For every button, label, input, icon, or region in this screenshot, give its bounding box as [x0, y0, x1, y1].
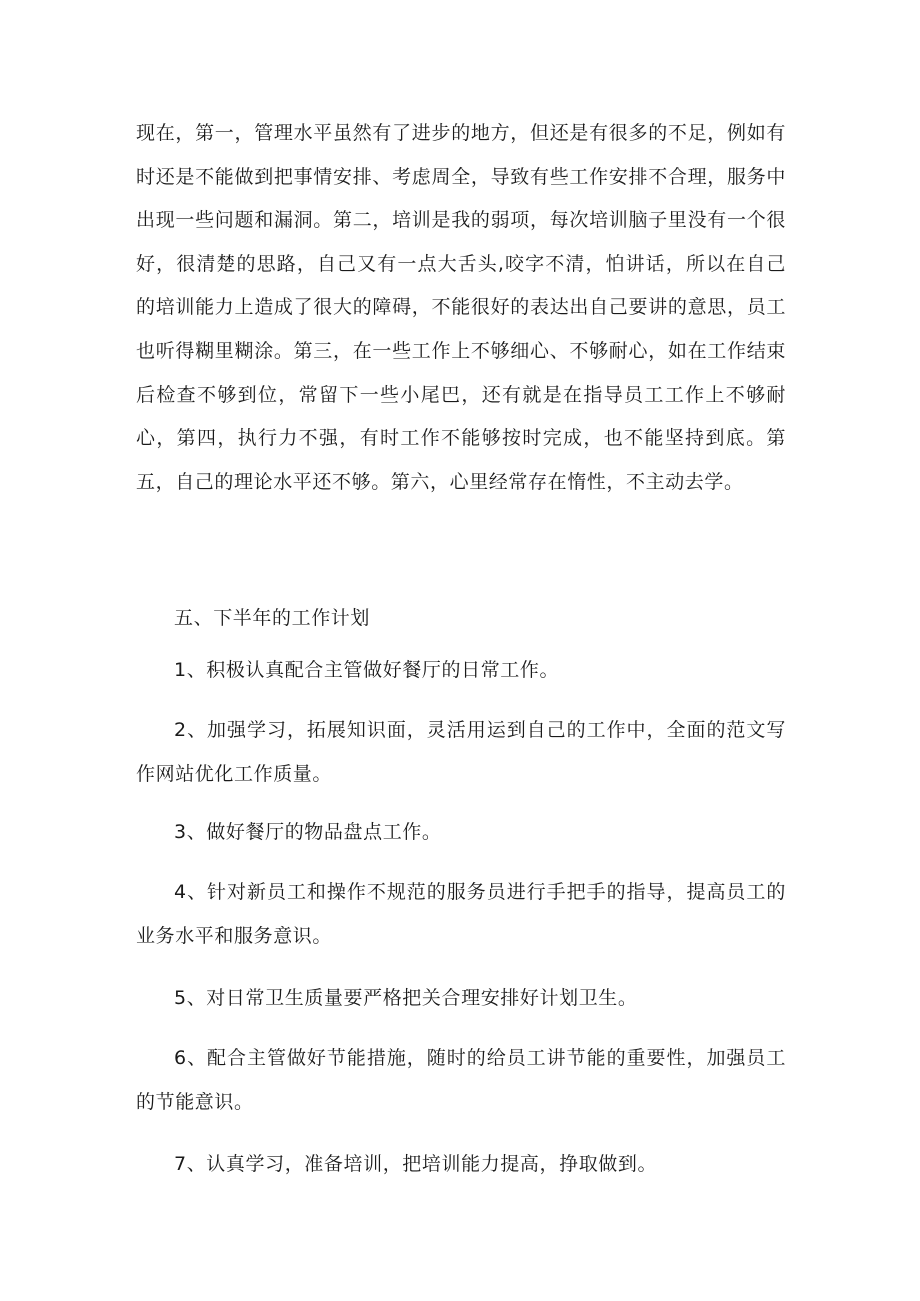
plan-item-6: 6、配合主管做好节能措施，随时的给员工讲节能的重要性，加强员工的节能意识。	[136, 1047, 786, 1113]
section-heading: 五、下半年的工作计划	[174, 607, 371, 629]
plan-item-1: 1、积极认真配合主管做好餐厅的日常工作。	[174, 659, 560, 681]
intro-paragraph: 现在，第一，管理水平虽然有了进步的地方，但还是有很多的不足，例如有时还是不能做到把事情安排、考虑周全，导致有些工作安排不合理，服务中出现一些问题和漏洞。第二，培训是我的弱项，每次培训脑子里没有一个很好，很清楚的思路，自己又有一点大舌头,咬字不清，怕讲话，所以在自己的培训能力上造成了很大的障碍，不能很好的表达出自己要讲的意思，员工也听得糊里糊涂。第三，在一些工作上不够细心、不够耐心，如在工作结束后检查不够到位，常留下一些小尾巴，还有就是在指导员工工作上不够耐心，第四，执行力不强，有时工作不能够按时完成，也不能坚持到底。第五，自己的理论水平还不够。第六，心里经常存在惰性，不主动去学。	[136, 122, 786, 493]
plan-item-5: 5、对日常卫生质量要严格把关合理安排好计划卫生。	[174, 987, 638, 1009]
plan-item-2: 2、加强学习，拓展知识面，灵活用运到自己的工作中，全面的范文写作网站优化工作质量。	[136, 719, 786, 785]
plan-item-3: 3、做好餐厅的物品盘点工作。	[174, 821, 442, 843]
plan-item-7: 7、认真学习，准备培训，把培训能力提高，挣取做到。	[174, 1153, 658, 1175]
plan-item-4: 4、针对新员工和操作不规范的服务员进行手把手的指导，提高员工的业务水平和服务意识。	[136, 881, 786, 947]
